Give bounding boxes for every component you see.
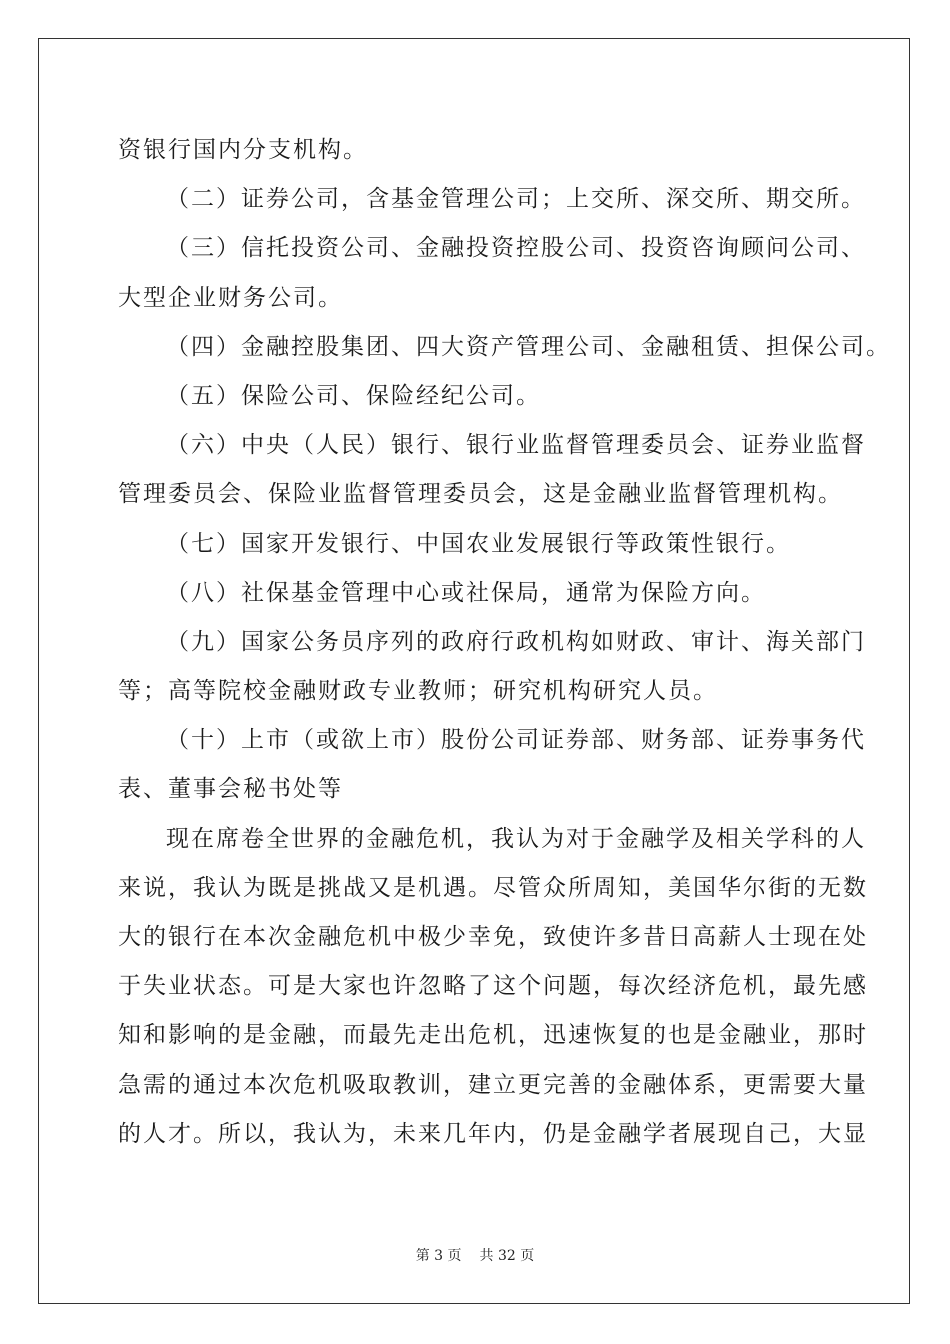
text-line: （四）金融控股集团、四大资产管理公司、金融租赁、担保公司。 [166,333,891,360]
text-line: （六）中央（人民）银行、银行业监督管理委员会、证券业监督 [166,432,866,459]
text-line: 表、董事会秘书处等 [118,776,343,803]
text-line: （八）社保基金管理中心或社保局，通常为保险方向。 [166,579,766,606]
document-body [118,126,891,1159]
text-line: 大的银行在本次金融危机中极少幸免，致使许多昔日高薪人士现在处 [118,924,868,950]
text-line: 大型企业财务公司。 [118,284,343,311]
text-line: 资银行国内分支机构。 [118,137,368,163]
text-line: 急需的通过本次危机吸取教训，建立更完善的金融体系，更需要大量 [118,1071,868,1098]
text-line: （九）国家公务员序列的政府行政机构如财政、审计、海关部门 [166,628,866,655]
text-line: （十）上市（或欲上市）股份公司证券部、财务部、证券事务代 [166,727,866,754]
text-line: （三）信托投资公司、金融投资控股公司、投资咨询顾问公司、 [166,235,866,262]
text-line: （七）国家开发银行、中国农业发展银行等政策性银行。 [166,530,791,557]
text-line: （二）证券公司，含基金管理公司；上交所、深交所、期交所。 [166,186,866,213]
text-line: 的人才。所以，我认为，未来几年内，仍是金融学者展现自己，大显 [118,1120,868,1147]
text-line: 来说，我认为既是挑战又是机遇。尽管众所周知，美国华尔街的无数 [118,874,868,901]
text-line: （五）保险公司、保险经纪公司。 [166,382,541,409]
text-line: 现在席卷全世界的金融危机，我认为对于金融学及相关学科的人 [166,825,866,852]
text-line: 管理委员会、保险业监督管理委员会，这是金融业监督管理机构。 [118,481,843,508]
page-footer [0,1245,950,1265]
text-line: 于失业状态。可是大家也许忽略了这个问题，每次经济危机，最先感 [118,973,868,1000]
text-line: 知和影响的是金融，而最先走出危机，迅速恢复的也是金融业，那时 [118,1022,868,1049]
text-line: 等；高等院校金融财政专业教师；研究机构研究人员。 [118,678,718,705]
total-pages: 共 32 页 [479,1248,535,1264]
page-number: 第 3 页 [415,1248,462,1264]
